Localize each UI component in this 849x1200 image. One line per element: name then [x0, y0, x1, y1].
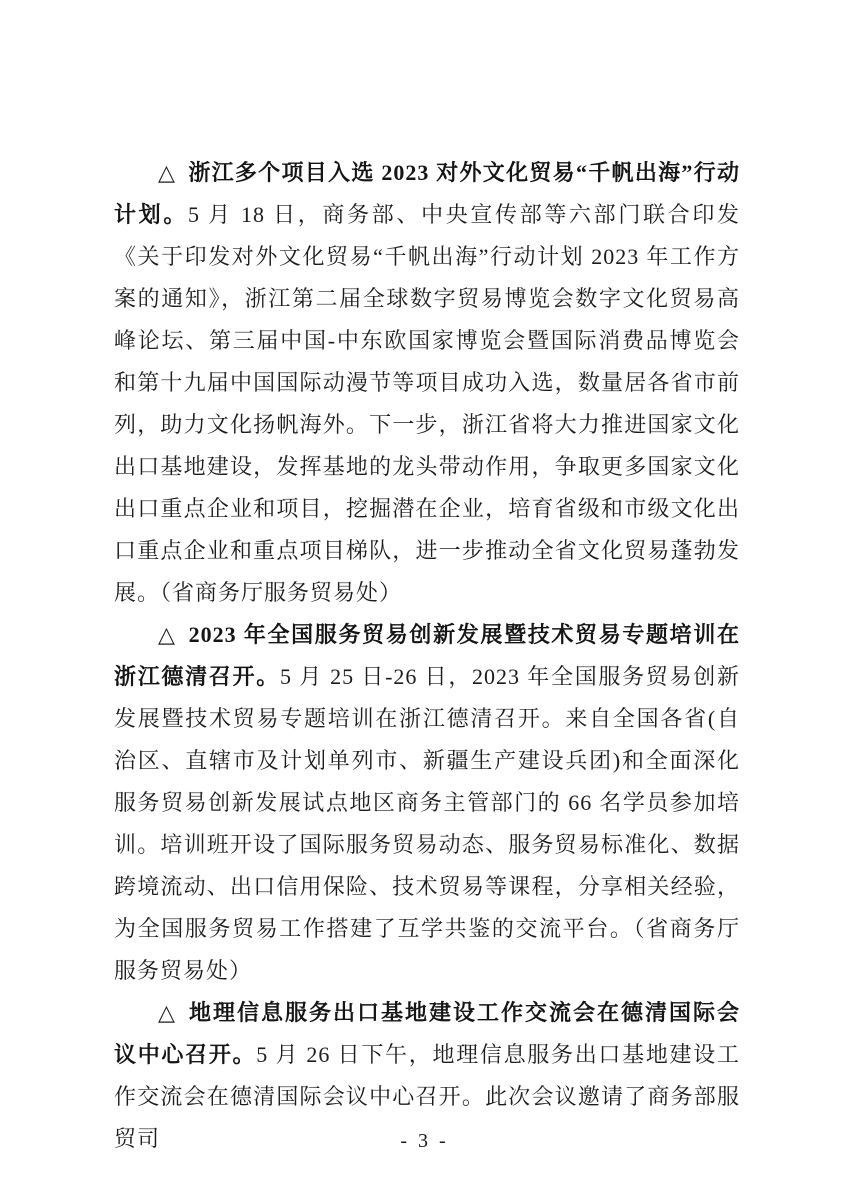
text-block [114, 152, 740, 1160]
triangle-bullet: △ [158, 622, 177, 647]
paragraph [114, 614, 740, 992]
paragraph-heading: 2023 年全国服务贸易创新发展暨技术贸易专题培训在浙江德清召开。 [114, 622, 740, 689]
triangle-bullet: △ [158, 1000, 177, 1025]
paragraph-heading: 地理信息服务出口基地建设工作交流会在德清国际会议中心召开。 [114, 1000, 740, 1067]
paragraph-body: 5 月 26 日下午，地理信息服务出口基地建设工作交流会在德清国际会议中心召开。此次会议邀请了商务部服贸司 [114, 1042, 740, 1151]
paragraph-heading: 浙江多个项目入选 2023 对外文化贸易“千帆出海”行动计划。 [114, 160, 740, 227]
triangle-bullet: △ [158, 160, 177, 185]
paragraph-body: 5 月 18 日，商务部、中央宣传部等六部门联合印发《关于印发对外文化贸易“千帆出海”行动计划 2023 年工作方案的通知》，浙江第二届全球数字贸易博览会数字文化贸易高峰论坛、第三届中国-中东欧国家博览会暨国际消费品博览会和第十九届中国国际动漫节等项目成功入选，数量居各省市前列，助力文化扬帆海外。下一步，浙江省将大力推进国家文化出口基地建设，发挥基地的龙头带动作用，争取更多国家文化出口重点企业和项目，挖掘潜在企业，培育省级和市级文化出口重点企业和重点项目梯队，进一步推动全省文化贸易蓬勃发展。（省商务厅服务贸易处） [114, 202, 740, 605]
paragraph [114, 152, 740, 614]
page-number: - 3 - [400, 1130, 449, 1152]
paragraph-body: 5 月 25 日-26 日，2023 年全国服务贸易创新发展暨技术贸易专题培训在浙江德清召开。来自全国各省(自治区、直辖市及计划单列市、新疆生产建设兵团)和全面深化服务贸易创新发展试点地区商务主管部门的 66 名学员参加培训。培训班开设了国际服务贸易动态、服务贸易标准化、数据跨境流动、出口信用保险、技术贸易等课程，分享相关经验，为全国服务贸易工作搭建了互学共鉴的交流平台。（省商务厅服务贸易处） [114, 664, 741, 983]
